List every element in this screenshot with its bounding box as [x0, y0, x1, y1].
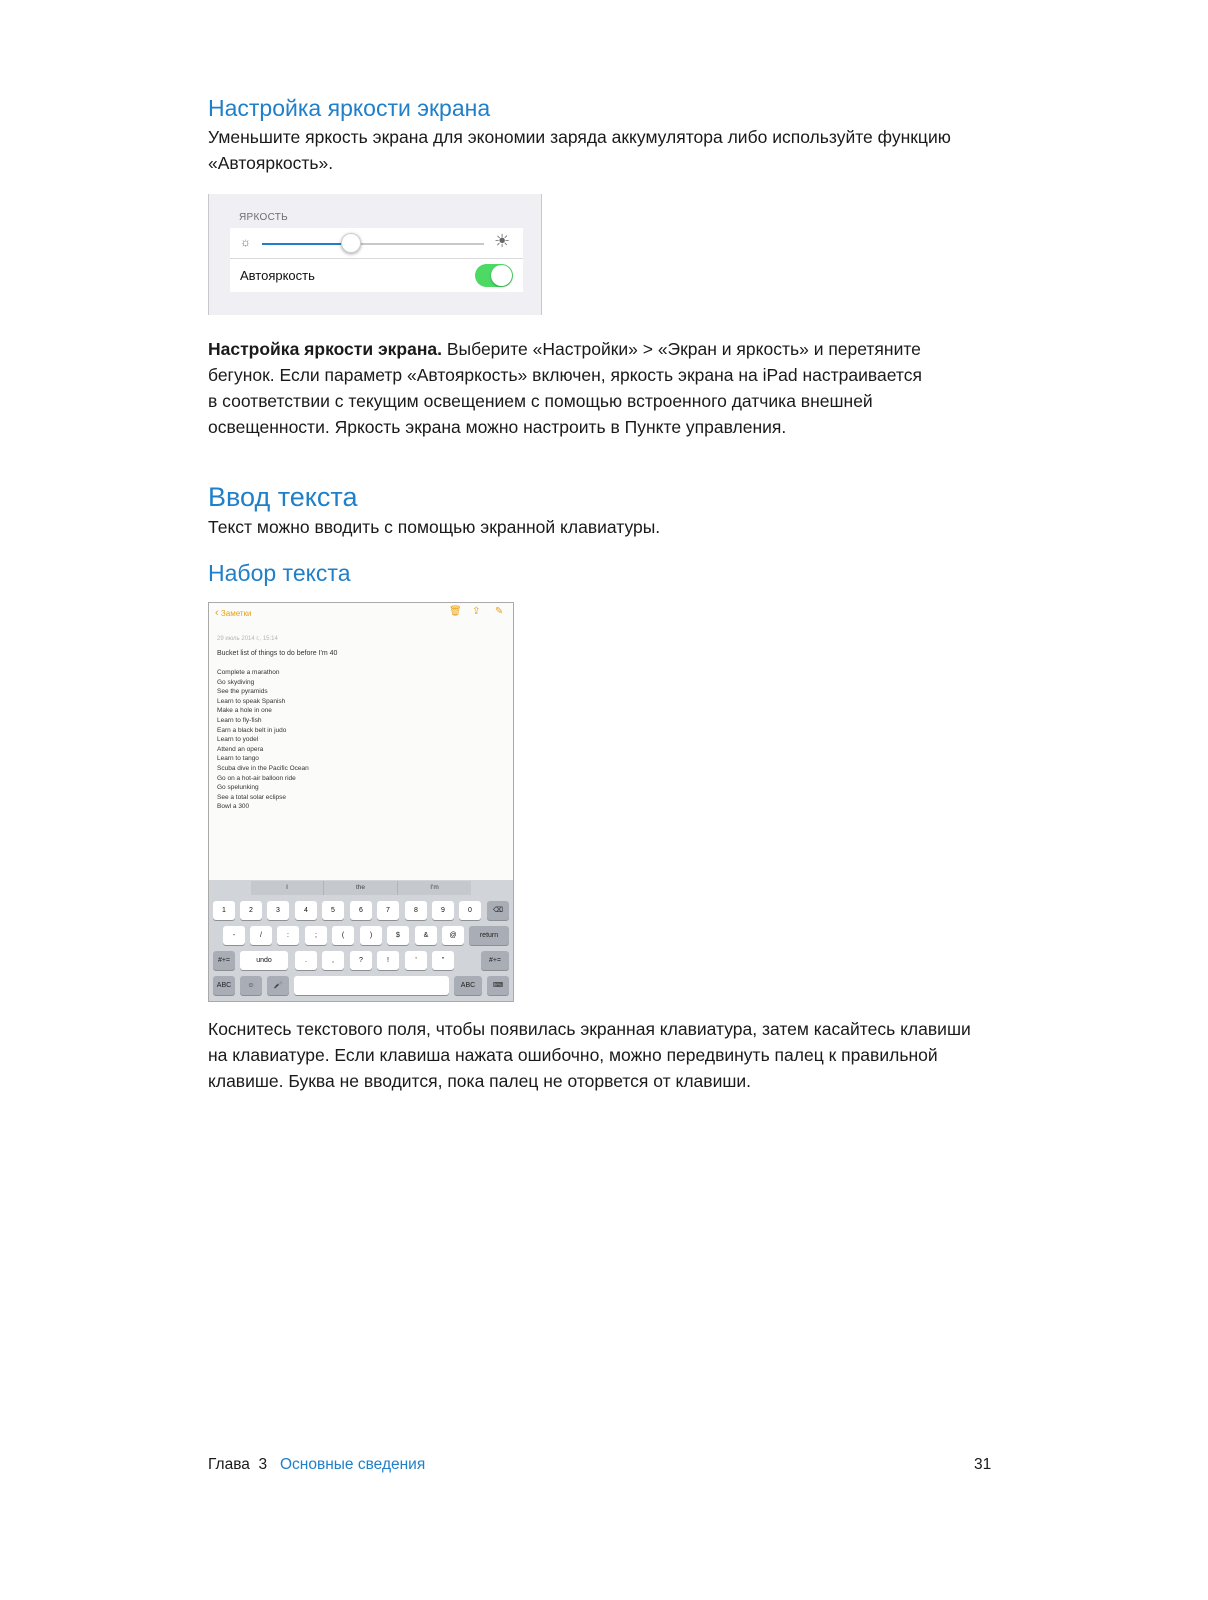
brightness-intro-line1: Уменьшите яркость экрана для экономии заряда аккумулятора либо используйте функцию: [208, 127, 951, 147]
note-list-item: See a total solar eclipse: [217, 793, 287, 801]
keyboard-icon: ⌨: [492, 982, 504, 989]
note-list-item: Learn to yodel: [217, 736, 259, 744]
brightness-caption: ЯРКОСТЬ: [239, 212, 289, 223]
note-list-item: Bowl a 300: [217, 803, 250, 811]
brightness-paragraph-line1: Выберите «Настройки» > «Экран и яркость» и перетяните: [446, 339, 921, 359]
delete-icon: ⌫: [493, 907, 503, 914]
key[interactable]: ": [432, 951, 454, 970]
brightness-intro: [208, 124, 998, 176]
note-list-item: Attend an opera: [217, 745, 264, 753]
dictation-key[interactable]: [267, 976, 289, 995]
typing-paragraph-line2: на клавиатуре. Если клавиша нажата ошибочно, можно передвинуть палец к правильной: [208, 1045, 938, 1065]
auto-brightness-toggle[interactable]: [475, 264, 513, 287]
note-list-item: Go on a hot-air balloon ride: [217, 774, 296, 782]
suggestion-item[interactable]: the: [324, 881, 398, 895]
key[interactable]: (: [332, 926, 354, 945]
section-heading-brightness: Настройка яркости экрана: [208, 95, 491, 121]
notes-keyboard-figure: [208, 602, 514, 1002]
symbols-key[interactable]: #+=: [213, 951, 235, 970]
page-number: 31: [974, 1456, 992, 1473]
key[interactable]: 0: [459, 901, 481, 920]
typing-paragraph: [208, 1016, 998, 1094]
abc-key[interactable]: ABC: [213, 976, 235, 995]
note-list-item: Scuba dive in the Pacific Ocean: [217, 764, 309, 772]
brightness-paragraph-line2: бегунок. Если параметр «Автояркость» включен, яркость экрана на iPad настраивается: [208, 365, 922, 385]
key[interactable]: 5: [322, 901, 344, 920]
key[interactable]: 9: [432, 901, 454, 920]
share-icon[interactable]: ⇪: [472, 606, 481, 617]
key[interactable]: 6: [350, 901, 372, 920]
text-input-intro: Текст можно вводить с помощью экранной клавиатуры.: [208, 517, 661, 537]
chevron-left-icon: ‹: [215, 607, 219, 619]
note-list-item: Learn to speak Spanish: [217, 697, 286, 705]
note-date: 29 июль 2014 г., 15:14: [217, 636, 278, 642]
brightness-paragraph-line4: освещенности. Яркость экрана можно настроить в Пункте управления.: [208, 417, 787, 437]
microphone-icon: 🎤: [273, 982, 283, 989]
key[interactable]: ?: [350, 951, 372, 970]
key[interactable]: -: [223, 926, 245, 945]
suggestion-item[interactable]: I'm: [430, 884, 439, 891]
key[interactable]: 7: [377, 901, 399, 920]
brightness-settings-figure: [208, 194, 542, 315]
key[interactable]: /: [250, 926, 272, 945]
on-screen-keyboard: [209, 880, 513, 1001]
key[interactable]: ): [360, 926, 382, 945]
brightness-intro-line2: «Автояркость».: [208, 153, 334, 173]
key[interactable]: :: [277, 926, 299, 945]
brightness-slider[interactable]: [262, 243, 484, 245]
note-list-item: Learn to tango: [217, 755, 259, 763]
abc-key-right[interactable]: ABC: [454, 976, 482, 995]
note-list-item: Go spelunking: [217, 784, 259, 792]
note-list-item: See the pyramids: [217, 688, 268, 696]
auto-brightness-label: Автояркость: [240, 268, 315, 283]
suggestion-bar: [251, 881, 471, 895]
toggle-knob: [491, 265, 512, 286]
sun-small-icon: ☼: [240, 235, 251, 249]
footer-chapter: Глава 3: [208, 1456, 268, 1473]
note-list-item: Earn a black belt in judo: [217, 726, 287, 734]
symbols-key-right[interactable]: #+=: [481, 951, 509, 970]
key[interactable]: 4: [295, 901, 317, 920]
space-key[interactable]: [294, 976, 449, 995]
sun-large-icon: ☀: [494, 231, 511, 251]
brightness-paragraph: [208, 336, 998, 440]
note-list-item: Go skydiving: [217, 678, 255, 686]
key[interactable]: .: [295, 951, 317, 970]
key[interactable]: @: [442, 926, 464, 945]
footer-section-link[interactable]: Основные сведения: [280, 1456, 426, 1473]
key[interactable]: 3: [267, 901, 289, 920]
compose-icon[interactable]: ✎: [495, 606, 504, 617]
subheading-typing: Набор текста: [208, 560, 351, 586]
typing-paragraph-line3: клавише. Буква не вводится, пока палец не оторвется от клавиши.: [208, 1071, 752, 1091]
delete-key[interactable]: [487, 901, 509, 920]
brightness-slider-row: [230, 228, 523, 259]
trash-icon[interactable]: 🗑: [449, 606, 462, 617]
note-list[interactable]: [217, 668, 309, 812]
note-list-item: Learn to fly-fish: [217, 716, 262, 724]
brightness-slider-thumb[interactable]: [341, 233, 361, 253]
key[interactable]: ,: [322, 951, 344, 970]
key[interactable]: ;: [305, 926, 327, 945]
note-list-item: Complete a marathon: [217, 669, 280, 676]
suggestion-item[interactable]: I: [251, 881, 324, 895]
typing-paragraph-line1: Коснитесь текстового поля, чтобы появилась экранная клавиатура, затем касайтесь клавиши: [208, 1019, 971, 1039]
note-title[interactable]: Bucket list of things to do before I'm 40: [217, 650, 338, 657]
emoji-icon: ☺: [247, 982, 255, 989]
key[interactable]: &: [415, 926, 437, 945]
notes-back-link[interactable]: [215, 607, 252, 619]
return-key[interactable]: return: [469, 926, 509, 945]
emoji-key[interactable]: [240, 976, 262, 995]
brightness-panel: [230, 228, 523, 292]
brightness-slider-fill: [262, 243, 351, 245]
key[interactable]: $: [387, 926, 409, 945]
undo-key[interactable]: undo: [240, 951, 288, 970]
section-heading-text-input: Ввод текста: [208, 482, 358, 512]
key[interactable]: 1: [213, 901, 235, 920]
key[interactable]: ': [405, 951, 427, 970]
notes-back-label: Заметки: [220, 609, 252, 618]
brightness-paragraph-bold: Настройка яркости экрана.: [208, 339, 442, 359]
hide-keyboard-key[interactable]: [487, 976, 509, 995]
note-list-item: Make a hole in one: [217, 707, 272, 715]
key[interactable]: !: [377, 951, 399, 970]
key[interactable]: 2: [240, 901, 262, 920]
key[interactable]: 8: [405, 901, 427, 920]
brightness-paragraph-line3: в соответствии с текущим освещением с помощью встроенного датчика внешней: [208, 391, 873, 411]
